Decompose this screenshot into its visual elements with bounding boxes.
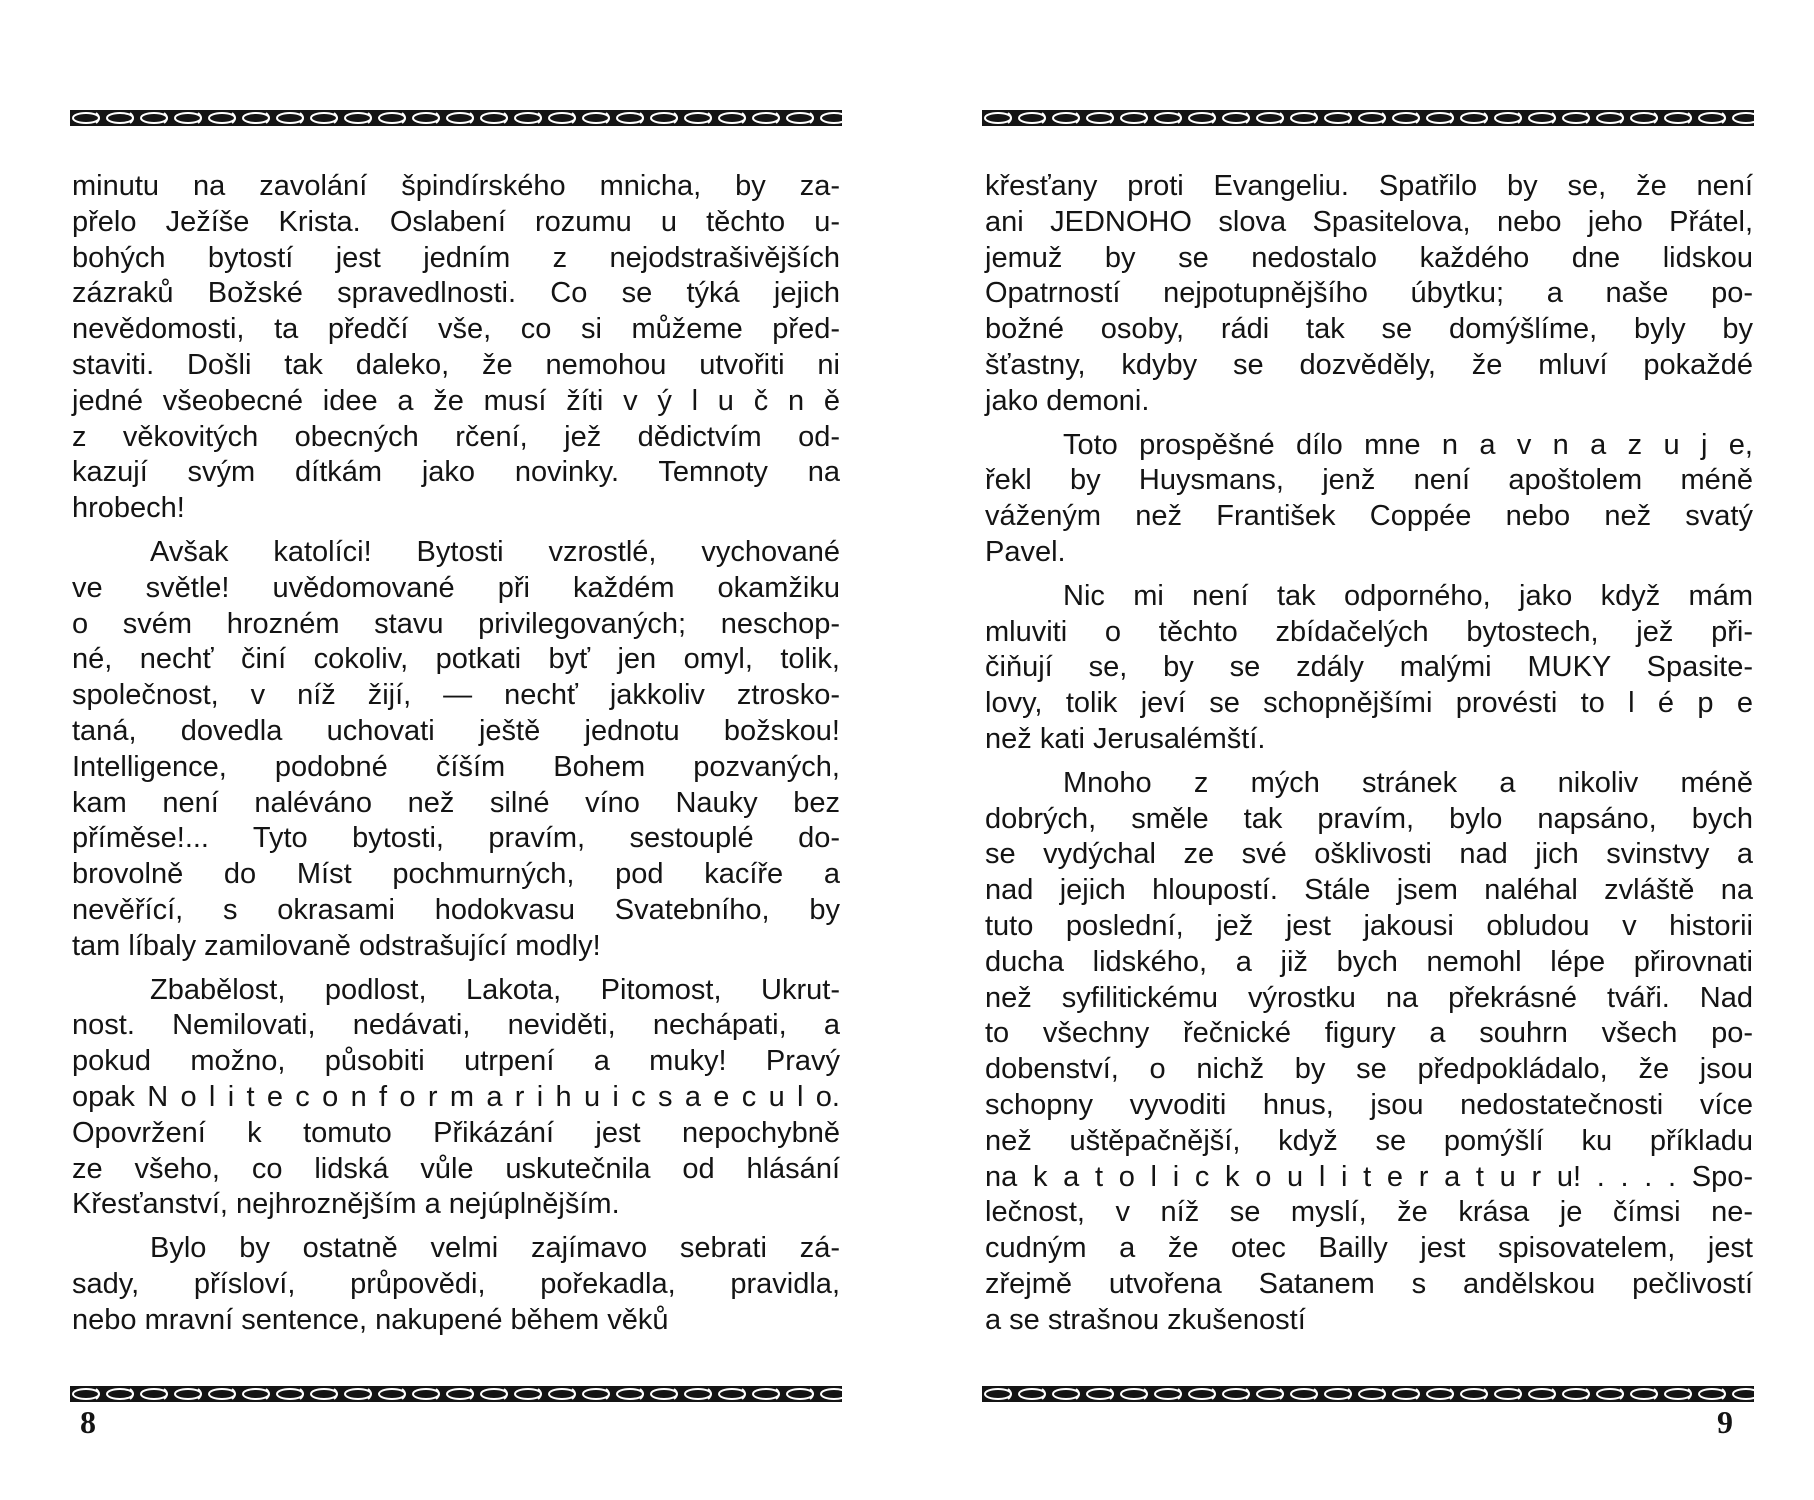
text-line: ve světle! uvědomované při každém okamžiku [72, 571, 840, 604]
right-text-block [985, 169, 1753, 1339]
text-line: tuto poslední, jež jest jakousi obludou v historii [985, 909, 1753, 942]
text-line: Křesťanství, nejhroznějším a nejúplnějším. [72, 1188, 620, 1221]
text-line: čiňují se, by se zdály malými MUKY Spasite- [985, 651, 1753, 684]
text-line: než kati Jerusalémští. [985, 722, 1266, 755]
text-line: příměse!... Tyto bytosti, pravím, sestouplé do- [72, 822, 840, 855]
paragraph-gap [72, 965, 840, 973]
text-line: na k a t o l i c k o u l i t e r a t u r u! . . . . Spo- [985, 1160, 1753, 1193]
text-line: minutu na zavolání špindírského mnicha, by za- [72, 170, 840, 202]
top-ornamental-border [982, 108, 1754, 128]
text-line: dobenství, o nichž by se předpokládalo, že jsou [985, 1053, 1753, 1086]
text-line: schopny vyvoditi hnus, jsou nedostatečnosti více [985, 1088, 1753, 1121]
text-line: staviti. Došli tak daleko, že nemohou utvořiti ni [72, 348, 840, 381]
text-line: se vydýchal ze své ošklivosti nad jich svinstvy a [985, 838, 1753, 871]
text-line: taná, dovedla uchovati ještě jednotu božskou! [72, 714, 840, 747]
page-number: 8 [80, 1404, 96, 1440]
text-line: lečnost, v níž se myslí, že krása je čímsi ne- [985, 1196, 1753, 1229]
text-line: ze všeho, co lidská vůle uskutečnila od hlásání [72, 1152, 840, 1185]
text-line: Bylo by ostatně velmi zajímavo sebrati zá- [150, 1232, 840, 1265]
text-line: mluviti o těchto zbídačelých bytostech, jež při- [985, 615, 1753, 648]
text-line: cudným a že otec Bailly jest spisovatelem, jest [985, 1232, 1753, 1265]
text-line: nevědomosti, ta předčí vše, co si můžeme před- [72, 313, 840, 346]
text-line: nad jejich hloupostí. Stále jsem naléhal zvláště na [985, 874, 1753, 907]
text-line: váženým než František Coppée nebo než svatý [985, 500, 1753, 533]
text-line: nebo mravní sentence, nakupené během věků [72, 1303, 669, 1336]
paragraph-gap [985, 420, 1753, 428]
page-number: 9 [1717, 1404, 1733, 1440]
text-line: hrobech! [72, 492, 185, 525]
text-line: ani JEDNOHO slova Spasitelova, nebo jeho Přátel, [985, 205, 1753, 238]
text-line: jemuž by se nedostalo každého dne lidskou [985, 241, 1753, 274]
text-line: kam není naléváno než silné víno Nauky bez [72, 786, 840, 819]
text-line: šťastny, kdyby se dozvěděly, že mluví pokaždé [985, 348, 1753, 381]
text-line: Zbabělost, podlost, Lakota, Pitomost, Ukrut- [150, 973, 840, 1006]
text-line: tam líbaly zamilovaně odstrašující modly! [72, 929, 601, 962]
text-line: Nic mi není tak odporného, jako když mám [1063, 579, 1753, 612]
text-line: nost. Nemilovati, nedávati, neviděti, nechápati, a [72, 1009, 840, 1042]
text-line: Mnoho z mých stránek a nikoliv méně [1063, 766, 1753, 799]
text-line: ducha lidského, a již bych nemohl lépe přirovnati [985, 945, 1753, 978]
text-line: zázraků Božské spravedlnosti. Co se týká jejich [72, 277, 840, 310]
text-line: jako demoni. [985, 384, 1150, 417]
paragraph-gap [985, 571, 1753, 579]
text-line: Pavel. [985, 535, 1066, 568]
text-line: Avšak katolíci! Bytosti vzrostlé, vychované [150, 535, 840, 568]
text-line: lovy, tolik jeví se schopnějšími provésti to l é p e [985, 687, 1753, 720]
text-line: opak N o l i t e c o n f o r m a r i h u i c s a e c u l o. [72, 1080, 840, 1113]
text-line: z věkovitých obecných rčení, jež dědictvím od- [72, 420, 840, 453]
bottom-ornamental-border [982, 1384, 1754, 1404]
bottom-ornamental-border [70, 1384, 842, 1404]
text-line: a se strašnou zkušeností [985, 1303, 1306, 1336]
paragraph-gap [985, 758, 1753, 766]
text-line: Toto prospěšné dílo mne n a v n a z u j e, [1063, 428, 1753, 461]
right-page [907, 0, 1814, 1500]
text-line: přelo Ježíše Krista. Oslabení rozumu u těchto u- [72, 205, 840, 238]
text-line: o svém hrozném stavu privilegovaných; neschop- [72, 607, 840, 640]
text-line: Intelligence, podobné číším Bohem pozvaných, [72, 750, 840, 783]
text-line: sady, přísloví, průpovědi, pořekadla, pravidla, [72, 1267, 840, 1300]
text-line: to všechny řečnické figury a souhrn všech po- [985, 1017, 1753, 1050]
paragraph-gap [72, 527, 840, 535]
text-line: božné osoby, rádi tak se domýšlíme, byly by [985, 313, 1753, 346]
text-line: zřejmě utvořena Satanem s andělskou pečlivostí [985, 1267, 1753, 1300]
text-line: pokud možno, působiti utrpení a muky! Pravý [72, 1045, 840, 1078]
text-line: né, nechť činí cokoliv, potkati byť jen omyl, tolik, [72, 643, 840, 676]
text-line: brovolně do Míst pochmurných, pod kacíře a [72, 858, 840, 891]
top-ornamental-border [70, 108, 842, 128]
text-line: společnost, v níž žijí, — nechť jakkoliv ztrosko- [72, 679, 840, 712]
text-line: Opatrností nejpotupnějšího úbytku; a naše po- [985, 277, 1753, 310]
text-line: řekl by Huysmans, jenž není apoštolem méně [985, 464, 1753, 497]
text-line: než uštěpačnější, když se pomýšlí ku příkladu [985, 1124, 1753, 1157]
text-line: bohých bytostí jest jedním z nejodstrašivějších [72, 241, 840, 274]
text-line: než syfilitickému výrostku na překrásné tváři. Nad [985, 981, 1753, 1014]
text-line: jedné všeobecné idee a že musí žíti v ý l u č n ě [72, 384, 840, 417]
text-line: Opovržení k tomuto Přikázání jest nepochybně [72, 1116, 840, 1149]
text-line: kazují svým dítkám jako novinky. Temnoty na [72, 456, 840, 489]
text-line: nevěřící, s okrasami hodokvasu Svatebního, by [72, 893, 840, 926]
left-text-block [72, 169, 840, 1339]
paragraph-gap [72, 1223, 840, 1231]
text-line: křesťany proti Evangeliu. Spatřilo by se, že není [985, 170, 1753, 202]
text-line: dobrých, směle tak pravím, bylo napsáno, bych [985, 802, 1753, 835]
